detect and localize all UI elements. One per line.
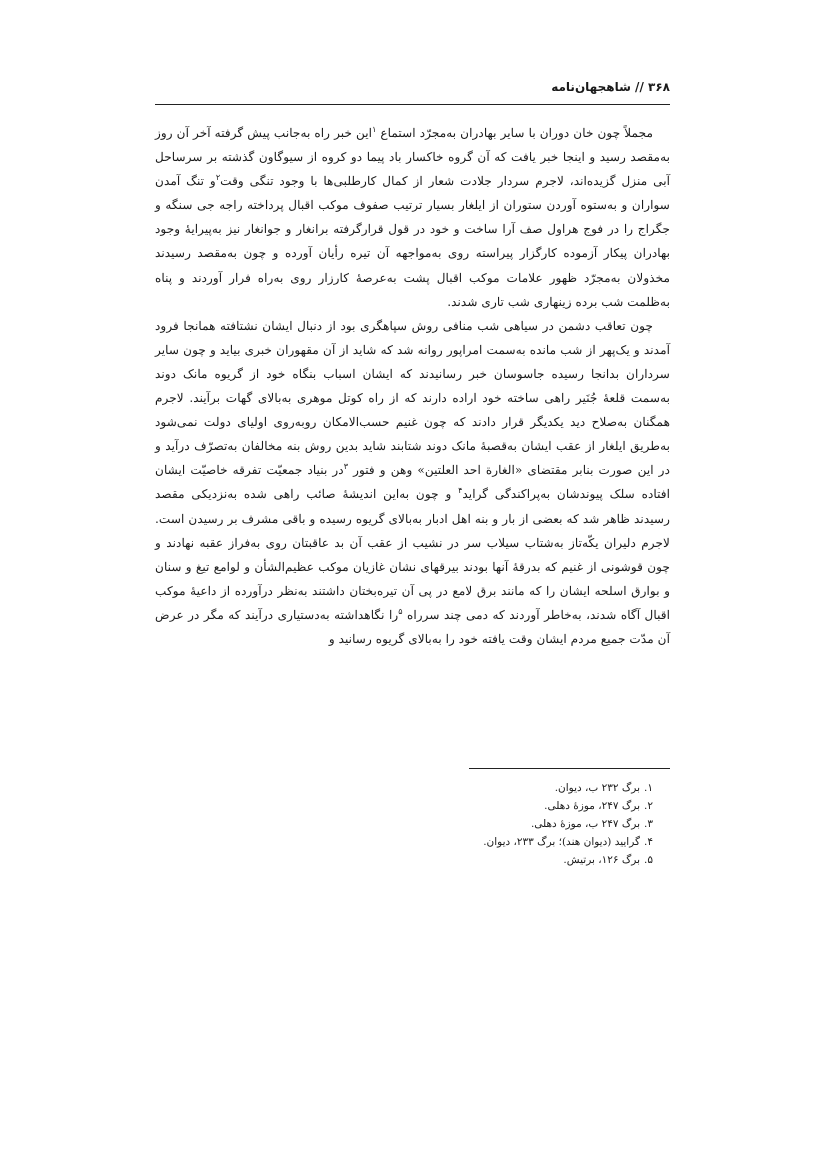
footnote-number: ۵. [644,854,653,866]
footnote-number: ۲. [644,800,653,812]
text-run: در بنیاد جمعیّت تفرقه خاصیّت ایشان افتاده سلک پیوندشان به‌پراکندگی گراید [155,463,670,502]
text-run: چون تعاقب دشمن در سیاهی شب منافی روش سپاهگری بود از دنبال ایشان نشتافته همانجا فرود آمدند و یک‌پهر از شب مانده به‌سمت امراپور روانه شد که شاید از آن مقهوران خبری بیاید و چون سایر سرداران بدانجا رسیده جاسوسان خبر رسانیدند که ایشان اسباب بنگاه خود از گریوه مانک دوند به‌سمت قلعهٔ جُنَیر راهی ساخته خود اراده دارند که از راه کوتل موهری به‌بالای گهات برآیند. لاجرم همگنان به‌صلاح دید یکدیگر قرار دادند که چون غنیم حسب‌الامکان روبه‌روی اولیای دولت نمی‌شود به‌طریق ایلغار از عقب ایشان به‌قصبهٔ مانک دوند شتابند شاید بدین روش بنه مخالفان به‌تصرّف درآید و در این صورت بنابر مقتضای «الغارة احد العلتین» وهن و فتور [155,318,670,478]
footnote-text: برگ ۲۳۲ ب، دیوان. [554,782,641,794]
footnotes [155,779,670,869]
footnote-number: ۴. [644,836,653,848]
footnote-number: ۱. [644,782,653,794]
footnote-divider [469,768,670,769]
page-header [155,76,670,105]
footnote-text: برگ ۱۲۶، برتیش. [563,854,641,866]
text-run: و تنگ آمدن سواران و به‌ستوه آوردن ستوران از ایلغار بسیار ترتیب صفوف موکب اقبال پرداخته راجه جی سنگه و جگراج را در فوج هراول صف آرا ساخت و خود در قول قرارگرفته برانغار و جوانغار نیز به‌پیرایهٔ وجود بهادران پیکار آزموده کارگزار پیراسته روی به‌مواجهه آن تیره رأیان آورده و چون به‌مقصد رسیدند مخذولان به‌مجرّد ظهور علامات موکب اقبال پشت به‌عرصهٔ کارزار روی به‌راه فرار آوردند و پناه به‌ظلمت شب برده زینهاری شب تاری شدند. [155,174,670,309]
footnote-3 [155,815,670,833]
footnote-text: برگ ۲۴۷ ب، موزهٔ دهلی. [530,818,641,830]
footnote-1 [155,779,670,797]
footnote-text: برگ ۲۴۷، موزهٔ دهلی. [544,800,641,812]
footnote-2 [155,797,670,815]
text-run: این خبر راه به‌جانب پیش گرفته آخر آن روز به‌مقصد رسید و اینجا خبر یافت که آن گروه خاکسار باد پیما دو کروه از سیوگاون گذشته بر سرساحل آبی منزل گزیده‌اند، لاجرم سردار جلادت شعار از کمال کارطلبی‌ها با وجود تنگی وقت [155,126,671,189]
footnote-ref-3[interactable]: ۳ [343,462,349,472]
footnote-ref-1[interactable]: ۱ [372,124,377,134]
paragraph-1 [155,121,670,314]
paragraph-2 [155,314,670,651]
running-head: ۳۶۸ // شاهجهان‌نامه [551,80,670,94]
text-run: مجملاً چون خان دوران با سایر بهادران به‌مجرّد استماع [376,126,653,140]
footnote-ref-4[interactable]: ۴ [458,486,463,496]
footnote-ref-2[interactable]: ۲ [215,173,221,183]
footnote-4 [155,833,670,851]
footnote-text: گرایید (دیوان هند)؛ برگ ۲۳۳، دیوان. [483,836,641,848]
text-run: و چون به‌این اندیشهٔ صائب راهی شده به‌نزدیکی مقصد رسیدند ظاهر شد که بعضی از بار و بنه اهل ادبار به‌بالای گریوه رسیده و باقی مشرف بر رسیدن است. لاجرم دلیران یکّه‌تاز به‌شتاب سیلاب سر در نشیب از عقب آن بد عاقبتان روی به‌فراز عقبه نهادند و چون قوشونی از غنیم که بدرقهٔ آنها بودند بیرقهای نشان غازیان موکب عظیم‌الشأن و لوامع تیغ و سنان و بوارق اسلحه ایشان را که مانند برق لامع در پی آن تیره‌بختان داشتند به‌نظر درآورده از داعیهٔ موکب اقبال آگاه شدند، به‌خاطر آوردند که دمی چند سرراه [155,487,670,622]
footnote-5 [155,851,670,869]
main-text [155,121,670,651]
footnote-number: ۳. [644,818,653,830]
footnote-ref-5[interactable]: ۵ [398,606,403,616]
text-run: را نگاهداشته به‌دستیاری درآیند که مگر در عرض آن مدّت جمیع مردم ایشان وقت یافته خود را به‌بالای گریوه رسانید و [155,607,670,646]
